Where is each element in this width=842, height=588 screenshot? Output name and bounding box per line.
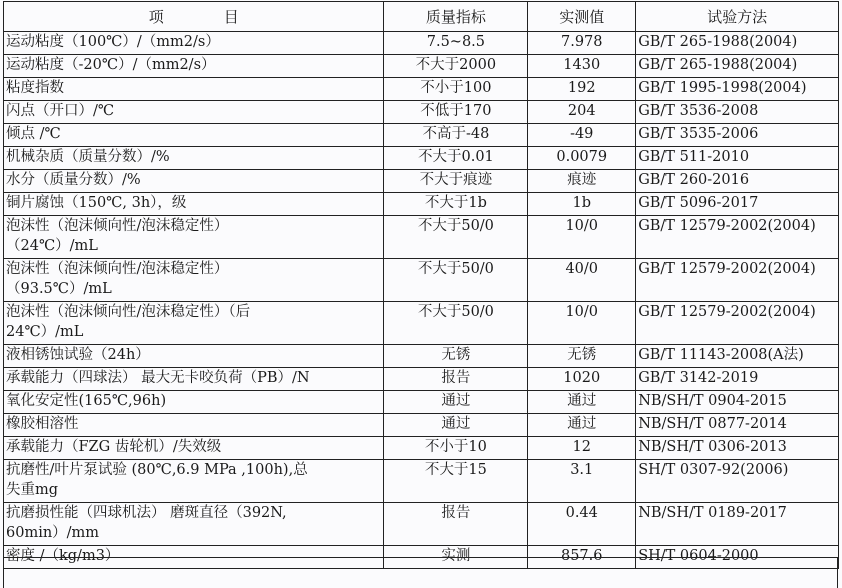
cell-method: GB/T 1995-1998(2004) xyxy=(636,78,839,101)
cell-method: GB/T 3142-2019 xyxy=(636,368,839,391)
cell-value: 40/0 xyxy=(528,259,636,302)
table-row xyxy=(4,503,839,546)
cell-method: GB/T 12579-2002(2004) xyxy=(636,302,839,345)
cell-value: 10/0 xyxy=(528,302,636,345)
spec-table xyxy=(3,1,839,569)
cell-method: GB/T 12579-2002(2004) xyxy=(636,259,839,302)
cell-method: GB/T 3536-2008 xyxy=(636,101,839,124)
table-row xyxy=(4,147,839,170)
table-row xyxy=(4,193,839,216)
cell-value: 3.1 xyxy=(528,460,636,503)
cell-method: NB/SH/T 0877-2014 xyxy=(636,414,839,437)
cell-item: 泡沫性（泡沫倾向性/泡沫稳定性） （24℃）/mL xyxy=(4,216,384,259)
cell-spec: 通过 xyxy=(384,391,528,414)
table-row xyxy=(4,460,839,503)
cell-item: 橡胶相溶性 xyxy=(4,414,384,437)
cell-spec: 不小于100 xyxy=(384,78,528,101)
cell-method: NB/SH/T 0306-2013 xyxy=(636,437,839,460)
cell-spec: 不大于2000 xyxy=(384,55,528,78)
table-row xyxy=(4,368,839,391)
cell-value: -49 xyxy=(528,124,636,147)
cell-spec: 通过 xyxy=(384,414,528,437)
cell-item: 泡沫性（泡沫倾向性/泡沫稳定性）（后 24℃）/mL xyxy=(4,302,384,345)
cell-item: 铜片腐蚀（150℃, 3h），级 xyxy=(4,193,384,216)
cell-spec: 实测 xyxy=(384,546,528,569)
cell-item: 倾点 /℃ xyxy=(4,124,384,147)
cell-method: GB/T 5096-2017 xyxy=(636,193,839,216)
table-row xyxy=(4,78,839,101)
cell-item: 密度 /（kg/m3） xyxy=(4,546,384,569)
cell-method: GB/T 265-1988(2004) xyxy=(636,55,839,78)
cell-value: 0.0079 xyxy=(528,147,636,170)
cell-method: GB/T 3535-2006 xyxy=(636,124,839,147)
cell-method: NB/SH/T 0904-2015 xyxy=(636,391,839,414)
table-row xyxy=(4,414,839,437)
cell-value: 192 xyxy=(528,78,636,101)
footer-box xyxy=(3,557,838,588)
cell-value: 10/0 xyxy=(528,216,636,259)
cell-item: 液相锈蚀试验（24h） xyxy=(4,345,384,368)
table-row xyxy=(4,259,839,302)
cell-value: 1020 xyxy=(528,368,636,391)
cell-item: 闪点（开口）/℃ xyxy=(4,101,384,124)
cell-spec: 不大于50/0 xyxy=(384,216,528,259)
table-row xyxy=(4,437,839,460)
cell-spec: 7.5~8.5 xyxy=(384,32,528,55)
cell-item: 抗磨损性能（四球机法） 磨斑直径（392N, 60min）/mm xyxy=(4,503,384,546)
cell-value: 无锈 xyxy=(528,345,636,368)
cell-value: 204 xyxy=(528,101,636,124)
cell-method: GB/T 12579-2002(2004) xyxy=(636,216,839,259)
table-row xyxy=(4,124,839,147)
cell-value: 1b xyxy=(528,193,636,216)
header-spec: 质量指标 xyxy=(384,2,528,32)
cell-item: 机械杂质（质量分数）/% xyxy=(4,147,384,170)
table-row xyxy=(4,391,839,414)
cell-method: SH/T 0307-92(2006) xyxy=(636,460,839,503)
cell-spec: 不高于-48 xyxy=(384,124,528,147)
header-item: 项 目 xyxy=(4,2,384,32)
table-row xyxy=(4,345,839,368)
table-row xyxy=(4,101,839,124)
cell-item: 承载能力（四球法） 最大无卡咬负荷（PB）/N xyxy=(4,368,384,391)
cell-spec: 报告 xyxy=(384,503,528,546)
cell-method: GB/T 260-2016 xyxy=(636,170,839,193)
cell-spec: 不大于1b xyxy=(384,193,528,216)
cell-item: 水分（质量分数）/% xyxy=(4,170,384,193)
cell-method: GB/T 265-1988(2004) xyxy=(636,32,839,55)
table-row xyxy=(4,170,839,193)
cell-item: 粘度指数 xyxy=(4,78,384,101)
cell-value: 12 xyxy=(528,437,636,460)
header-value: 实测值 xyxy=(528,2,636,32)
cell-item: 运动粘度（100℃）/（mm2/s） xyxy=(4,32,384,55)
cell-value: 痕迹 xyxy=(528,170,636,193)
cell-spec: 无锈 xyxy=(384,345,528,368)
cell-spec: 不大于50/0 xyxy=(384,259,528,302)
cell-value: 7.978 xyxy=(528,32,636,55)
header-method: 试验方法 xyxy=(636,2,839,32)
table-row xyxy=(4,55,839,78)
cell-value: 0.44 xyxy=(528,503,636,546)
table-row xyxy=(4,302,839,345)
cell-method: GB/T 11143-2008(A法) xyxy=(636,345,839,368)
cell-item: 氧化安定性(165℃,96h) xyxy=(4,391,384,414)
cell-spec: 不大于50/0 xyxy=(384,302,528,345)
table-row xyxy=(4,32,839,55)
cell-spec: 不小于10 xyxy=(384,437,528,460)
cell-item: 承载能力（FZG 齿轮机）/失效级 xyxy=(4,437,384,460)
cell-item: 运动粘度（-20℃）/（mm2/s） xyxy=(4,55,384,78)
header-row xyxy=(4,2,839,32)
cell-spec: 不大于0.01 xyxy=(384,147,528,170)
cell-method: GB/T 511-2010 xyxy=(636,147,839,170)
cell-value: 857.6 xyxy=(528,546,636,569)
cell-value: 通过 xyxy=(528,414,636,437)
cell-spec: 报告 xyxy=(384,368,528,391)
cell-value: 1430 xyxy=(528,55,636,78)
cell-value: 通过 xyxy=(528,391,636,414)
cell-spec: 不大于痕迹 xyxy=(384,170,528,193)
cell-item: 抗磨性/叶片泵试验 (80℃,6.9 MPa ,100h),总 失重mg xyxy=(4,460,384,503)
cell-spec: 不低于170 xyxy=(384,101,528,124)
cell-method: NB/SH/T 0189-2017 xyxy=(636,503,839,546)
cell-method: SH/T 0604-2000 xyxy=(636,546,839,569)
cell-spec: 不大于15 xyxy=(384,460,528,503)
cell-item: 泡沫性（泡沫倾向性/泡沫稳定性） （93.5℃）/mL xyxy=(4,259,384,302)
table-row xyxy=(4,216,839,259)
